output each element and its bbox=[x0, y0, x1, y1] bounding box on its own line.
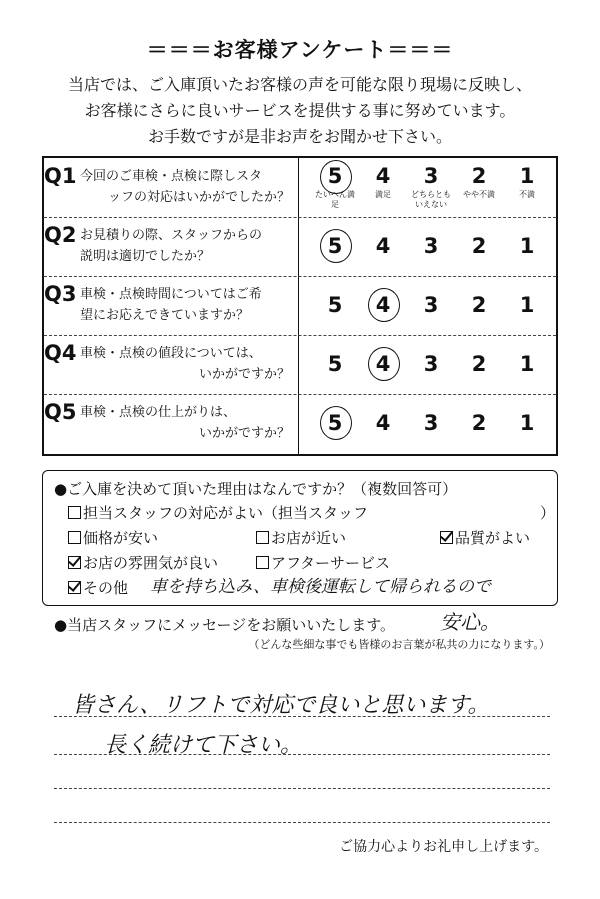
checkbox-checked[interactable] bbox=[68, 581, 81, 594]
option-atmosphere[interactable] bbox=[68, 552, 218, 573]
score-option-1[interactable]: 1 bbox=[519, 234, 535, 258]
option-quality[interactable] bbox=[440, 527, 530, 548]
option-staff[interactable] bbox=[68, 502, 368, 523]
message-note: （どんな些細な事でも皆様のお言葉が私共の力になります。） bbox=[248, 638, 550, 651]
score-option-2[interactable]: 2 やや不満 bbox=[456, 158, 502, 221]
score-option-1[interactable]: 1 bbox=[519, 411, 535, 435]
checkbox[interactable] bbox=[256, 556, 269, 569]
question-row-q3 bbox=[44, 276, 556, 336]
message-heading: ●当店スタッフにメッセージをお願いいたします。 bbox=[54, 616, 395, 634]
score-option-5[interactable]: 5 bbox=[327, 411, 343, 435]
score-option-4[interactable]: 4 bbox=[375, 411, 391, 435]
scale-caption: 不満 bbox=[519, 190, 535, 199]
score-option-4[interactable]: 4 bbox=[375, 293, 391, 317]
scale-caption: たいへん満足 bbox=[315, 190, 355, 209]
question-text bbox=[80, 284, 290, 326]
question-line: 車検・点検の仕上がりは、 bbox=[80, 405, 237, 420]
question-line: いかがですか？ bbox=[198, 367, 290, 382]
score-option-3[interactable]: 3 bbox=[423, 293, 439, 317]
question-text bbox=[80, 166, 290, 208]
question-row-q5 bbox=[44, 394, 556, 453]
question-number: Q4 bbox=[44, 341, 77, 365]
other-handwritten: 車を持ち込み、車検後運転して帰られるので bbox=[150, 577, 492, 597]
selected-score-circle bbox=[320, 229, 352, 263]
option-label: お店の雰囲気が良い bbox=[83, 554, 219, 572]
writing-line bbox=[54, 716, 550, 717]
score-option-3[interactable]: 3 bbox=[423, 352, 439, 376]
question-number: Q2 bbox=[44, 223, 77, 247]
score-option-3[interactable]: 3 どちらともいえない bbox=[408, 158, 454, 221]
option-label: 担当スタッフの対応がよい（担当スタッフ bbox=[83, 504, 369, 522]
selected-score-circle bbox=[368, 347, 400, 381]
handwritten-stamp: 安心。 bbox=[440, 610, 500, 634]
score-option-5[interactable]: 5 たいへん満足 bbox=[312, 158, 358, 221]
question-line: いかがですか？ bbox=[198, 426, 290, 441]
selected-score-circle bbox=[320, 160, 352, 194]
score-option-2[interactable]: 2 bbox=[471, 352, 487, 376]
writing-line bbox=[54, 788, 550, 789]
scale-caption: やや不満 bbox=[463, 190, 495, 199]
question-line: 車検・点検の値段については、 bbox=[80, 346, 262, 361]
intro-line: お手数ですが是非お声をお聞かせ下さい。 bbox=[147, 127, 452, 146]
intro-line: 当店では、ご入庫頂いたお客様の声を可能な限り現場に反映し、 bbox=[67, 75, 532, 94]
survey-title: ＝＝＝お客様アンケート＝＝＝ bbox=[146, 38, 454, 62]
scale-caption: 満足 bbox=[375, 190, 391, 199]
option-aftercare[interactable] bbox=[256, 552, 390, 573]
option-label: その他 bbox=[83, 579, 129, 597]
score-option-4[interactable]: 4 bbox=[375, 352, 391, 376]
scale-caption: どちらともいえない bbox=[411, 190, 451, 209]
option-near[interactable] bbox=[256, 527, 346, 548]
option-label: アフターサービス bbox=[271, 554, 390, 572]
score-option-5[interactable]: 5 bbox=[327, 234, 343, 258]
intro-line: お客様にさらに良いサービスを提供する事に努めています。 bbox=[84, 101, 516, 120]
handwritten-message-line: 皆さん、リフトで対応で良いと思います。 bbox=[72, 693, 490, 718]
checkbox-checked[interactable] bbox=[68, 556, 81, 569]
score-option-1[interactable]: 1 bbox=[519, 352, 535, 376]
question-row-q2 bbox=[44, 217, 556, 277]
reason-question: ●ご入庫を決めて頂いた理由はなんですか？（複数回答可） bbox=[54, 480, 458, 498]
score-option-3[interactable]: 3 bbox=[423, 411, 439, 435]
checkbox[interactable] bbox=[68, 506, 81, 519]
score-option-5[interactable]: 5 bbox=[327, 293, 343, 317]
intro-text bbox=[20, 72, 580, 150]
question-line: 車検・点検時間についてはご希 bbox=[80, 287, 262, 302]
question-row-q4 bbox=[44, 335, 556, 395]
checkbox-checked[interactable] bbox=[440, 531, 453, 544]
question-line: ッフの対応はいかがでしたか？ bbox=[107, 190, 290, 205]
checkbox[interactable] bbox=[68, 531, 81, 544]
score-option-4[interactable]: 4 満足 bbox=[360, 158, 406, 221]
handwritten-message-line: 長く続けて下さい。 bbox=[104, 733, 303, 758]
question-line: 望にお応えできていますか？ bbox=[80, 308, 250, 323]
question-number: Q1 bbox=[44, 164, 77, 188]
question-table bbox=[42, 156, 558, 456]
question-number: Q3 bbox=[44, 282, 77, 306]
writing-line bbox=[54, 754, 550, 755]
option-label: お店が近い bbox=[271, 529, 347, 547]
writing-line bbox=[54, 822, 550, 823]
score-option-2[interactable]: 2 bbox=[471, 234, 487, 258]
question-line: お見積りの際、スタッフからの bbox=[80, 228, 263, 243]
question-text bbox=[80, 402, 290, 444]
score-option-5[interactable]: 5 bbox=[327, 352, 343, 376]
option-label: 価格が安い bbox=[83, 529, 159, 547]
question-row-q1 bbox=[44, 158, 556, 218]
score-option-3[interactable]: 3 bbox=[423, 234, 439, 258]
question-line: 説明は適切でしたか？ bbox=[80, 249, 211, 264]
score-option-1[interactable]: 1 bbox=[519, 293, 535, 317]
question-text bbox=[80, 343, 290, 385]
option-other[interactable] bbox=[68, 577, 128, 598]
closing-text: ご協力心よりお礼申し上げます。 bbox=[339, 839, 548, 855]
option-label: 品質がよい bbox=[455, 529, 531, 547]
score-option-4[interactable]: 4 bbox=[375, 234, 391, 258]
selected-score-circle bbox=[368, 288, 400, 322]
score-option-1[interactable]: 1 不満 bbox=[504, 158, 550, 221]
question-line: 今回のご車検・点検に際しスタ bbox=[80, 169, 263, 184]
question-number: Q5 bbox=[44, 400, 77, 424]
option-price[interactable] bbox=[68, 527, 158, 548]
checkbox[interactable] bbox=[256, 531, 269, 544]
selected-score-circle bbox=[320, 406, 352, 440]
score-option-2[interactable]: 2 bbox=[471, 411, 487, 435]
close-paren: ） bbox=[540, 504, 556, 522]
score-option-2[interactable]: 2 bbox=[471, 293, 487, 317]
question-text bbox=[80, 225, 290, 267]
